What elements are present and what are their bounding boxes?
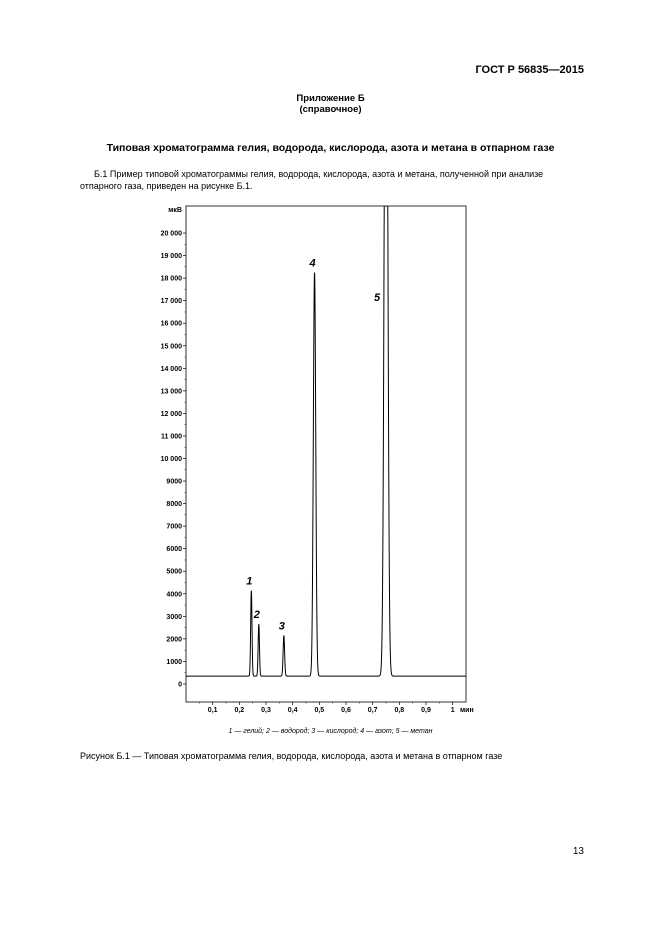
x-tick-label: 0,6: [341, 707, 351, 714]
y-tick-label: 12 000: [160, 410, 182, 418]
y-tick-label: 15 000: [160, 343, 182, 351]
page-number: 13: [572, 846, 584, 857]
y-axis-unit: мкВ: [168, 207, 182, 214]
annex-subtitle: (справочное): [299, 104, 362, 115]
y-tick-label: 5000: [166, 568, 182, 576]
peak-label-5: 5: [373, 292, 381, 304]
y-tick-label: 11 000: [160, 433, 182, 441]
annex-title: Приложение Б: [296, 93, 365, 104]
x-tick-label: 0,7: [367, 707, 378, 714]
y-tick-label: 0: [178, 681, 182, 689]
chromatogram-trace: [186, 206, 466, 676]
y-tick-label: 6000: [166, 546, 182, 554]
y-tick-label: 8000: [166, 501, 182, 509]
y-tick-label: 4000: [166, 591, 182, 599]
x-tick-label: 0,8: [394, 707, 405, 714]
x-tick-label: 0,3: [261, 707, 271, 714]
y-tick-label: 9000: [166, 478, 182, 486]
y-tick-label: 14 000: [160, 365, 182, 373]
peak-label-4: 4: [309, 257, 316, 270]
standard-number: ГОСТ Р 56835—2015: [475, 64, 584, 76]
y-tick-label: 10 000: [160, 456, 182, 464]
peak-label-2: 2: [253, 609, 260, 622]
y-tick-label: 19 000: [160, 253, 182, 261]
y-tick-label: 17 000: [160, 298, 182, 306]
x-tick-label: 0,5: [314, 707, 325, 714]
y-tick-label: 3000: [166, 613, 182, 621]
peak-label-3: 3: [278, 620, 285, 633]
x-tick-label: 0,1: [207, 707, 218, 714]
peak-label-1: 1: [246, 575, 253, 588]
x-axis-unit: мин: [460, 707, 474, 714]
x-tick-label: 0,4: [287, 707, 298, 714]
y-tick-label: 20 000: [160, 230, 182, 238]
y-tick-label: 18 000: [160, 275, 182, 283]
y-tick-label: 2000: [166, 636, 182, 644]
x-tick-label: 0,2: [234, 707, 245, 714]
y-tick-label: 1000: [166, 658, 182, 666]
y-tick-label: 16 000: [160, 320, 182, 328]
section-title: Типовая хроматограмма гелия, водорода, кислорода, азота и метана в отпарном газе: [106, 142, 555, 154]
figure-caption: Рисунок Б.1 — Типовая хроматограмма гелия, водорода, кислорода, азота и метана в отпарном газе: [80, 751, 503, 761]
y-tick-label: 7000: [166, 523, 182, 531]
figure-legend: 1 — гелий; 2 — водород; 3 — кислород; 4 — азот; 5 — метан: [228, 728, 433, 735]
intro-paragraph: Б.1 Пример типовой хроматограммы гелия, водорода, кислорода, азота и метана, полученной при анализе отпарного газа, приведен на рисунке Б.1.: [80, 169, 544, 191]
plot-frame: [186, 206, 466, 702]
x-tick-label: 0,9: [421, 707, 431, 714]
x-tick-label: 1: [450, 707, 455, 714]
y-tick-label: 13 000: [160, 388, 182, 396]
